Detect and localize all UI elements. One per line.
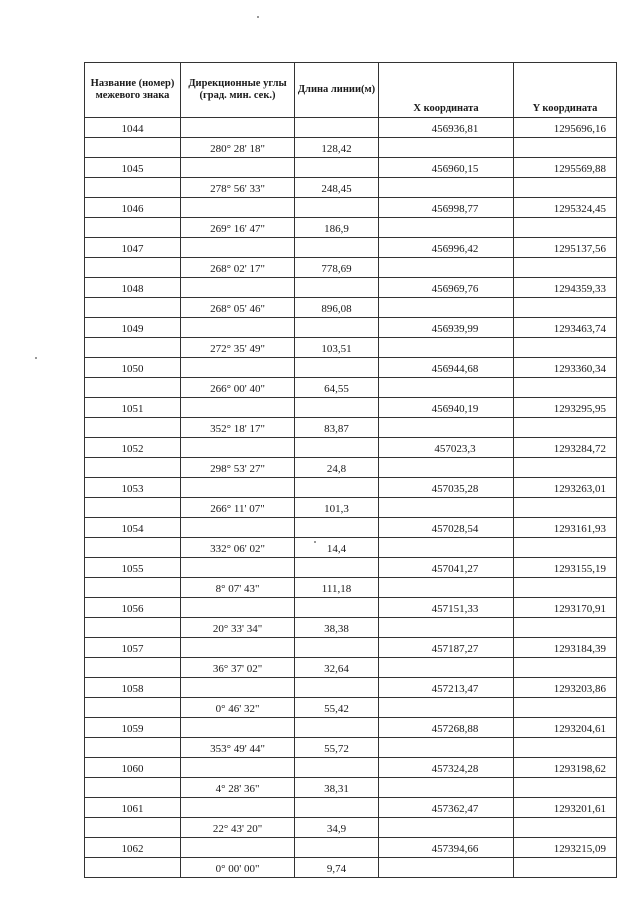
x-coordinate-cell: 457213,47	[379, 678, 514, 698]
empty-cell	[85, 858, 181, 878]
table-row	[85, 758, 617, 778]
x-coordinate-cell: 457394,66	[379, 838, 514, 858]
y-coordinate-cell: 1293155,19	[514, 558, 617, 578]
table-row	[85, 178, 617, 198]
direction-angle-cell: 269° 16' 47"	[181, 218, 295, 238]
empty-cell	[514, 178, 617, 198]
empty-cell	[295, 678, 379, 698]
empty-cell	[295, 398, 379, 418]
x-coordinate-cell: 456936,81	[379, 118, 514, 138]
empty-cell	[379, 778, 514, 798]
table-row	[85, 358, 617, 378]
scan-speck	[35, 357, 37, 359]
empty-cell	[514, 338, 617, 358]
empty-cell	[514, 738, 617, 758]
point-name-cell: 1060	[85, 758, 181, 778]
line-length-cell: 186,9	[295, 218, 379, 238]
empty-cell	[514, 858, 617, 878]
y-coordinate-cell: 1293215,09	[514, 838, 617, 858]
point-name-cell: 1046	[85, 198, 181, 218]
direction-angle-cell: 352° 18' 17"	[181, 418, 295, 438]
direction-angle-cell: 20° 33' 34"	[181, 618, 295, 638]
empty-cell	[514, 458, 617, 478]
empty-cell	[295, 278, 379, 298]
empty-cell	[295, 798, 379, 818]
empty-cell	[379, 658, 514, 678]
table-row	[85, 778, 617, 798]
x-coordinate-cell: 457187,27	[379, 638, 514, 658]
table-row	[85, 418, 617, 438]
x-coordinate-cell: 457041,27	[379, 558, 514, 578]
empty-cell	[85, 418, 181, 438]
empty-cell	[514, 218, 617, 238]
point-name-cell: 1054	[85, 518, 181, 538]
table-body	[85, 118, 617, 878]
point-name-cell: 1061	[85, 798, 181, 818]
y-coordinate-cell: 1294359,33	[514, 278, 617, 298]
empty-cell	[514, 618, 617, 638]
empty-cell	[85, 538, 181, 558]
table-row	[85, 518, 617, 538]
y-coordinate-cell: 1293184,39	[514, 638, 617, 658]
direction-angle-cell: 272° 35' 49"	[181, 338, 295, 358]
coordinates-sheet	[84, 62, 616, 878]
empty-cell	[295, 118, 379, 138]
y-coordinate-cell: 1293463,74	[514, 318, 617, 338]
point-name-cell: 1050	[85, 358, 181, 378]
scan-speck	[257, 16, 259, 18]
empty-cell	[85, 178, 181, 198]
x-coordinate-cell: 457362,47	[379, 798, 514, 818]
empty-cell	[181, 358, 295, 378]
y-coordinate-cell: 1293201,61	[514, 798, 617, 818]
direction-angle-cell: 36° 37' 02"	[181, 658, 295, 678]
empty-cell	[181, 518, 295, 538]
empty-cell	[379, 818, 514, 838]
empty-cell	[379, 258, 514, 278]
table-row	[85, 398, 617, 418]
empty-cell	[379, 578, 514, 598]
empty-cell	[514, 698, 617, 718]
table-row	[85, 338, 617, 358]
scan-speck	[314, 541, 316, 543]
empty-cell	[514, 138, 617, 158]
y-coordinate-cell: 1295569,88	[514, 158, 617, 178]
empty-cell	[85, 698, 181, 718]
point-name-cell: 1057	[85, 638, 181, 658]
empty-cell	[379, 378, 514, 398]
line-length-cell: 778,69	[295, 258, 379, 278]
x-coordinate-cell: 457324,28	[379, 758, 514, 778]
x-coordinate-cell: 456969,76	[379, 278, 514, 298]
empty-cell	[295, 758, 379, 778]
table-row	[85, 678, 617, 698]
table-row	[85, 638, 617, 658]
empty-cell	[379, 218, 514, 238]
table-row	[85, 278, 617, 298]
line-length-cell: 24,8	[295, 458, 379, 478]
table-row	[85, 238, 617, 258]
empty-cell	[295, 638, 379, 658]
table-header-row	[85, 63, 617, 118]
table-row	[85, 198, 617, 218]
empty-cell	[295, 238, 379, 258]
boundary-coordinates-table	[84, 62, 617, 878]
table-row	[85, 138, 617, 158]
empty-cell	[181, 798, 295, 818]
empty-cell	[181, 758, 295, 778]
table-row	[85, 598, 617, 618]
empty-cell	[295, 598, 379, 618]
table-row	[85, 818, 617, 838]
empty-cell	[85, 618, 181, 638]
point-name-cell: 1053	[85, 478, 181, 498]
x-coordinate-cell: 456960,15	[379, 158, 514, 178]
y-coordinate-cell: 1293360,34	[514, 358, 617, 378]
empty-cell	[295, 478, 379, 498]
direction-angle-cell: 0° 46' 32"	[181, 698, 295, 718]
empty-cell	[514, 258, 617, 278]
direction-angle-cell: 332° 06' 02"	[181, 538, 295, 558]
line-length-cell: 64,55	[295, 378, 379, 398]
empty-cell	[514, 418, 617, 438]
table-row	[85, 118, 617, 138]
table-row	[85, 738, 617, 758]
table-row	[85, 218, 617, 238]
empty-cell	[181, 318, 295, 338]
y-coordinate-cell: 1293203,86	[514, 678, 617, 698]
table-row	[85, 658, 617, 678]
table-row	[85, 318, 617, 338]
empty-cell	[514, 578, 617, 598]
table-row	[85, 698, 617, 718]
empty-cell	[85, 658, 181, 678]
empty-cell	[181, 478, 295, 498]
empty-cell	[181, 678, 295, 698]
line-length-cell: 896,08	[295, 298, 379, 318]
table-row	[85, 158, 617, 178]
table-row	[85, 298, 617, 318]
table-row	[85, 378, 617, 398]
header-direction-angle: Дирекционные углы (град. мин. сек.)	[181, 63, 295, 118]
empty-cell	[295, 158, 379, 178]
empty-cell	[295, 558, 379, 578]
point-name-cell: 1048	[85, 278, 181, 298]
point-name-cell: 1044	[85, 118, 181, 138]
point-name-cell: 1056	[85, 598, 181, 618]
direction-angle-cell: 266° 00' 40"	[181, 378, 295, 398]
empty-cell	[379, 178, 514, 198]
empty-cell	[181, 438, 295, 458]
point-name-cell: 1062	[85, 838, 181, 858]
table-row	[85, 478, 617, 498]
empty-cell	[85, 258, 181, 278]
empty-cell	[85, 378, 181, 398]
empty-cell	[295, 718, 379, 738]
empty-cell	[514, 378, 617, 398]
empty-cell	[85, 578, 181, 598]
empty-cell	[514, 658, 617, 678]
empty-cell	[85, 458, 181, 478]
empty-cell	[379, 698, 514, 718]
point-name-cell: 1055	[85, 558, 181, 578]
empty-cell	[514, 498, 617, 518]
line-length-cell: 111,18	[295, 578, 379, 598]
table-row	[85, 718, 617, 738]
table-row	[85, 498, 617, 518]
empty-cell	[379, 138, 514, 158]
point-name-cell: 1047	[85, 238, 181, 258]
x-coordinate-cell: 456944,68	[379, 358, 514, 378]
header-point-name: Название (номер) межевого знака	[85, 63, 181, 118]
empty-cell	[379, 538, 514, 558]
x-coordinate-cell: 457028,54	[379, 518, 514, 538]
y-coordinate-cell: 1293263,01	[514, 478, 617, 498]
y-coordinate-cell: 1295696,16	[514, 118, 617, 138]
empty-cell	[379, 738, 514, 758]
empty-cell	[181, 238, 295, 258]
empty-cell	[379, 458, 514, 478]
point-name-cell: 1049	[85, 318, 181, 338]
line-length-cell: 128,42	[295, 138, 379, 158]
x-coordinate-cell: 457268,88	[379, 718, 514, 738]
empty-cell	[379, 618, 514, 638]
x-coordinate-cell: 456996,42	[379, 238, 514, 258]
direction-angle-cell: 278° 56' 33"	[181, 178, 295, 198]
line-length-cell: 34,9	[295, 818, 379, 838]
direction-angle-cell: 268° 05' 46"	[181, 298, 295, 318]
direction-angle-cell: 22° 43' 20"	[181, 818, 295, 838]
point-name-cell: 1052	[85, 438, 181, 458]
empty-cell	[181, 718, 295, 738]
empty-cell	[85, 138, 181, 158]
empty-cell	[181, 598, 295, 618]
empty-cell	[181, 558, 295, 578]
table-row	[85, 538, 617, 558]
empty-cell	[181, 158, 295, 178]
y-coordinate-cell: 1293284,72	[514, 438, 617, 458]
line-length-cell: 83,87	[295, 418, 379, 438]
header-y-coordinate: Y координата	[514, 63, 617, 118]
direction-angle-cell: 353° 49' 44"	[181, 738, 295, 758]
y-coordinate-cell: 1293198,62	[514, 758, 617, 778]
empty-cell	[295, 318, 379, 338]
empty-cell	[181, 278, 295, 298]
line-length-cell: 103,51	[295, 338, 379, 358]
empty-cell	[379, 498, 514, 518]
direction-angle-cell: 268° 02' 17"	[181, 258, 295, 278]
header-x-coordinate: X координата	[379, 63, 514, 118]
empty-cell	[85, 338, 181, 358]
empty-cell	[181, 398, 295, 418]
empty-cell	[379, 298, 514, 318]
line-length-cell: 38,31	[295, 778, 379, 798]
header-line-length: Длина линии(м)	[295, 63, 379, 118]
table-row	[85, 838, 617, 858]
empty-cell	[295, 358, 379, 378]
line-length-cell: 248,45	[295, 178, 379, 198]
table-row	[85, 858, 617, 878]
empty-cell	[295, 838, 379, 858]
empty-cell	[85, 498, 181, 518]
y-coordinate-cell: 1293204,61	[514, 718, 617, 738]
direction-angle-cell: 0° 00' 00"	[181, 858, 295, 878]
empty-cell	[181, 198, 295, 218]
empty-cell	[379, 338, 514, 358]
direction-angle-cell: 4° 28' 36"	[181, 778, 295, 798]
table-row	[85, 798, 617, 818]
empty-cell	[181, 838, 295, 858]
empty-cell	[514, 538, 617, 558]
x-coordinate-cell: 457023,3	[379, 438, 514, 458]
empty-cell	[85, 818, 181, 838]
empty-cell	[181, 118, 295, 138]
line-length-cell: 55,72	[295, 738, 379, 758]
empty-cell	[181, 638, 295, 658]
empty-cell	[514, 778, 617, 798]
y-coordinate-cell: 1295137,56	[514, 238, 617, 258]
table-row	[85, 578, 617, 598]
table-row	[85, 438, 617, 458]
y-coordinate-cell: 1293295,95	[514, 398, 617, 418]
table-row	[85, 258, 617, 278]
direction-angle-cell: 266° 11' 07"	[181, 498, 295, 518]
point-name-cell: 1045	[85, 158, 181, 178]
direction-angle-cell: 280° 28' 18"	[181, 138, 295, 158]
point-name-cell: 1051	[85, 398, 181, 418]
empty-cell	[295, 438, 379, 458]
point-name-cell: 1058	[85, 678, 181, 698]
empty-cell	[514, 818, 617, 838]
table-row	[85, 458, 617, 478]
line-length-cell: 38,38	[295, 618, 379, 638]
empty-cell	[514, 298, 617, 318]
table-row	[85, 558, 617, 578]
y-coordinate-cell: 1295324,45	[514, 198, 617, 218]
table-row	[85, 618, 617, 638]
x-coordinate-cell: 457035,28	[379, 478, 514, 498]
empty-cell	[295, 518, 379, 538]
direction-angle-cell: 298° 53' 27"	[181, 458, 295, 478]
x-coordinate-cell: 456939,99	[379, 318, 514, 338]
empty-cell	[85, 738, 181, 758]
line-length-cell: 55,42	[295, 698, 379, 718]
empty-cell	[85, 298, 181, 318]
line-length-cell: 14,4	[295, 538, 379, 558]
direction-angle-cell: 8° 07' 43"	[181, 578, 295, 598]
y-coordinate-cell: 1293161,93	[514, 518, 617, 538]
x-coordinate-cell: 456998,77	[379, 198, 514, 218]
x-coordinate-cell: 456940,19	[379, 398, 514, 418]
empty-cell	[295, 198, 379, 218]
y-coordinate-cell: 1293170,91	[514, 598, 617, 618]
x-coordinate-cell: 457151,33	[379, 598, 514, 618]
line-length-cell: 101,3	[295, 498, 379, 518]
point-name-cell: 1059	[85, 718, 181, 738]
empty-cell	[379, 418, 514, 438]
empty-cell	[85, 778, 181, 798]
empty-cell	[379, 858, 514, 878]
line-length-cell: 32,64	[295, 658, 379, 678]
line-length-cell: 9,74	[295, 858, 379, 878]
empty-cell	[85, 218, 181, 238]
